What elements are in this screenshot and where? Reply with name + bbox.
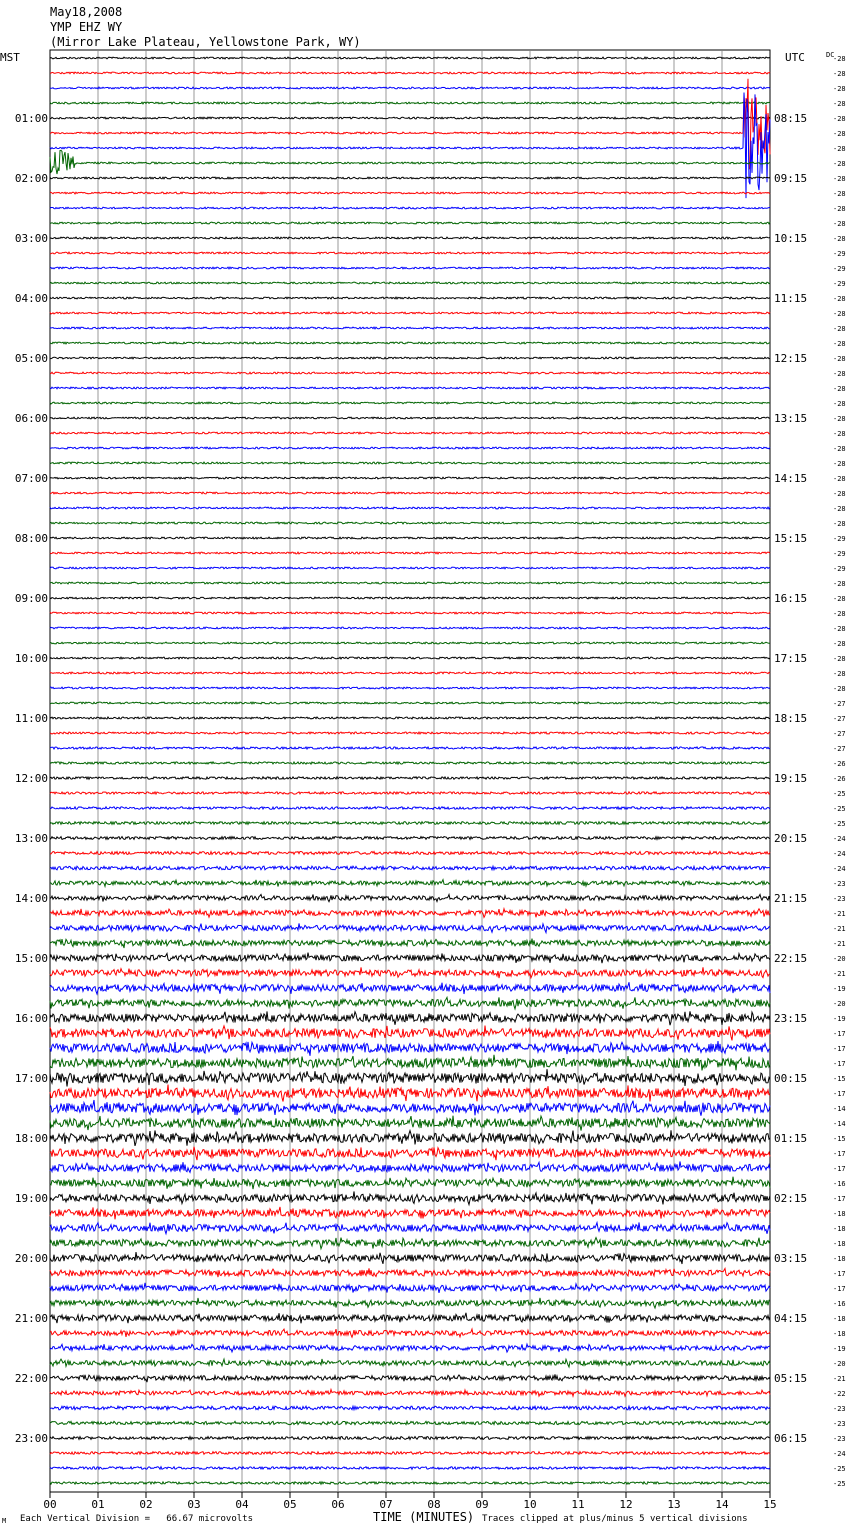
x-tick-label: 08 <box>427 1498 441 1511</box>
grid-lines <box>50 50 770 1498</box>
right-hour-label: 17:15 <box>774 652 808 665</box>
dc-offset-label: -29 <box>833 265 846 273</box>
trace-line <box>50 1161 770 1172</box>
left-hour-label: 18:00 <box>14 1132 48 1145</box>
dc-offset-label: -28 <box>833 625 846 633</box>
trace-line <box>50 432 770 434</box>
left-hour-label: 23:00 <box>14 1432 48 1445</box>
left-hour-label: 21:00 <box>14 1312 48 1325</box>
dc-offset-label: -29 <box>833 550 846 558</box>
seismic-traces <box>50 57 770 1484</box>
trace-line <box>50 1390 770 1397</box>
trace-line <box>50 1252 770 1264</box>
right-hour-label: 16:15 <box>774 592 808 605</box>
trace-line <box>50 822 770 825</box>
right-hour-label: 04:15 <box>774 1312 808 1325</box>
dc-offset-label: -28 <box>833 160 846 168</box>
right-hour-label: 12:15 <box>774 352 808 365</box>
dc-offset-label: -24 <box>833 850 846 858</box>
trace-line <box>50 612 770 614</box>
right-hour-label: 18:15 <box>774 712 808 725</box>
dc-offset-label: -28 <box>833 385 846 393</box>
dc-offset-label: -27 <box>833 730 846 738</box>
trace-line <box>50 1283 770 1293</box>
dc-offset-label: -18 <box>833 1255 846 1263</box>
dc-offset-label: -28 <box>833 235 846 243</box>
trace-line <box>50 717 770 719</box>
right-hour-label: 06:15 <box>774 1432 808 1445</box>
trace-line <box>50 1406 770 1410</box>
trace-line <box>50 1011 770 1025</box>
dc-offset-label: -26 <box>833 760 846 768</box>
trace-line <box>50 57 770 59</box>
dc-offset-label: -29 <box>833 280 846 288</box>
trace-line <box>50 282 770 284</box>
right-axis-title: UTC <box>785 51 805 64</box>
left-hour-label: 15:00 <box>14 952 48 965</box>
dc-offset-label: -28 <box>833 580 846 588</box>
trace-line <box>50 642 770 644</box>
trace-line <box>50 402 770 404</box>
left-hour-label: 01:00 <box>14 112 48 125</box>
right-hour-label: 11:15 <box>774 292 808 305</box>
dc-offset-label: -17 <box>833 1060 846 1068</box>
left-hour-label: 04:00 <box>14 292 48 305</box>
dc-offset-label: -28 <box>833 595 846 603</box>
trace-line <box>50 1482 770 1484</box>
dc-offset-label: -23 <box>833 895 846 903</box>
header-station: YMP EHZ WY <box>50 20 123 34</box>
dc-offset-label: -28 <box>833 445 846 453</box>
right-hour-label: 02:15 <box>774 1192 808 1205</box>
trace-line <box>50 880 770 887</box>
trace-line <box>50 582 770 584</box>
dc-offset-label: -21 <box>833 925 846 933</box>
trace-line <box>50 939 770 948</box>
right-hour-label: 09:15 <box>774 172 808 185</box>
left-axis-title: MST <box>0 51 20 64</box>
trace-line <box>50 1207 770 1219</box>
dc-offset-label: -28 <box>833 295 846 303</box>
right-hour-label: 20:15 <box>774 832 808 845</box>
left-hour-label: 06:00 <box>14 412 48 425</box>
dc-offset-label: -28 <box>833 115 846 123</box>
trace-line <box>50 1298 770 1308</box>
trace-line <box>50 102 770 104</box>
right-hour-label: 22:15 <box>774 952 808 965</box>
trace-line <box>50 909 770 918</box>
dc-offset-label: -28 <box>833 640 846 648</box>
trace-line <box>50 447 770 449</box>
dc-offset-label: -20 <box>833 1360 846 1368</box>
x-tick-label: 06 <box>331 1498 345 1511</box>
trace-line <box>50 852 770 855</box>
dc-offset-label: -29 <box>833 565 846 573</box>
dc-offset-label: -14 <box>833 1105 846 1113</box>
dc-offset-label: -28 <box>833 430 846 438</box>
left-hour-label: 16:00 <box>14 1012 48 1025</box>
trace-line <box>50 372 770 374</box>
trace-line <box>50 1452 770 1455</box>
dc-offset-label: -20 <box>833 1000 846 1008</box>
trace-line <box>50 1026 770 1041</box>
trace-line <box>50 417 770 419</box>
dc-offset-label: -28 <box>833 205 846 213</box>
dc-offset-label: -18 <box>833 1240 846 1248</box>
dc-offset-label: -17 <box>833 1090 846 1098</box>
right-hour-label: 21:15 <box>774 892 808 905</box>
trace-line <box>50 150 770 174</box>
dc-offset-label: -18 <box>833 1330 846 1338</box>
dc-offset-label: -18 <box>833 1210 846 1218</box>
trace-line <box>50 567 770 569</box>
trace-line <box>50 1359 770 1367</box>
x-tick-label: 13 <box>667 1498 681 1511</box>
left-hour-label: 12:00 <box>14 772 48 785</box>
x-axis-label: TIME (MINUTES) <box>373 1510 475 1524</box>
dc-offset-label: -28 <box>833 70 846 78</box>
trace-line <box>50 982 770 994</box>
trace-line <box>50 923 770 932</box>
right-hour-label: 08:15 <box>774 112 808 125</box>
trace-line <box>50 792 770 794</box>
dc-offset-label: -18 <box>833 1315 846 1323</box>
right-hour-label: 23:15 <box>774 1012 808 1025</box>
trace-line <box>50 342 770 344</box>
left-hour-label: 02:00 <box>14 172 48 185</box>
trace-line <box>50 1191 770 1204</box>
dc-offset-label: -23 <box>833 1435 846 1443</box>
left-hour-label: 08:00 <box>14 532 48 545</box>
trace-line <box>50 552 770 554</box>
axis-labels <box>0 51 846 1511</box>
trace-line <box>50 1374 770 1382</box>
trace-line <box>50 117 770 119</box>
dc-offset-label: -15 <box>833 1075 846 1083</box>
dc-offset-label: -17 <box>833 1045 846 1053</box>
trace-line <box>50 1100 770 1116</box>
left-hour-label: 11:00 <box>14 712 48 725</box>
trace-line <box>50 1238 770 1249</box>
dc-offset-label: -17 <box>833 1285 846 1293</box>
trace-line <box>50 807 770 810</box>
dc-offset-label: -29 <box>833 250 846 258</box>
right-hour-label: 10:15 <box>774 232 808 245</box>
dc-offset-label: -28 <box>833 520 846 528</box>
trace-line <box>50 192 770 194</box>
footer-clip-note: Traces clipped at plus/minus 5 vertical divisions <box>482 1514 748 1524</box>
x-tick-label: 01 <box>91 1498 105 1511</box>
trace-line <box>50 672 770 674</box>
right-hour-label: 14:15 <box>774 472 808 485</box>
trace-line <box>50 1055 770 1071</box>
dc-offset-label: -14 <box>833 1120 846 1128</box>
dc-label: DC <box>826 51 835 59</box>
dc-offset-label: -28 <box>833 85 846 93</box>
dc-offset-label: -18 <box>833 1225 846 1233</box>
trace-line <box>50 462 770 464</box>
dc-offset-label: -28 <box>833 220 846 228</box>
left-hour-label: 17:00 <box>14 1072 48 1085</box>
x-tick-label: 11 <box>571 1498 585 1511</box>
left-hour-label: 07:00 <box>14 472 48 485</box>
trace-line <box>50 297 770 299</box>
header-location: (Mirror Lake Plateau, Yellowstone Park, WY) <box>50 35 361 49</box>
dc-offset-label: -25 <box>833 1480 846 1488</box>
dc-offset-label: -27 <box>833 700 846 708</box>
x-tick-label: 05 <box>283 1498 297 1511</box>
trace-line <box>50 866 770 870</box>
x-tick-label: 04 <box>235 1498 249 1511</box>
trace-line <box>50 237 770 239</box>
left-hour-label: 22:00 <box>14 1372 48 1385</box>
trace-line <box>50 837 770 840</box>
trace-line <box>50 1421 770 1424</box>
trace-line <box>50 387 770 389</box>
dc-offset-label: -28 <box>833 325 846 333</box>
trace-line <box>50 207 770 209</box>
dc-offset-label: -29 <box>833 535 846 543</box>
dc-offset-label: -28 <box>833 490 846 498</box>
trace-line <box>50 997 770 1009</box>
trace-line <box>50 1437 770 1440</box>
trace-line <box>50 357 770 359</box>
dc-offset-label: -28 <box>833 370 846 378</box>
trace-line <box>50 1085 770 1102</box>
x-tick-label: 00 <box>43 1498 57 1511</box>
trace-line <box>50 762 770 764</box>
trace-line <box>50 312 770 314</box>
dc-offset-label: -17 <box>833 1165 846 1173</box>
footer-corner-mark: M <box>2 1517 7 1525</box>
x-tick-label: 15 <box>763 1498 777 1511</box>
dc-offset-label: -28 <box>833 505 846 513</box>
left-hour-label: 19:00 <box>14 1192 48 1205</box>
dc-offset-label: -25 <box>833 805 846 813</box>
trace-line <box>50 597 770 599</box>
left-hour-label: 03:00 <box>14 232 48 245</box>
right-hour-label: 15:15 <box>774 532 808 545</box>
dc-offset-label: -24 <box>833 865 846 873</box>
left-hour-label: 20:00 <box>14 1252 48 1265</box>
dc-offset-label: -26 <box>833 775 846 783</box>
dc-offset-label: -21 <box>833 910 846 918</box>
dc-offset-label: -23 <box>833 1405 846 1413</box>
trace-line <box>50 222 770 224</box>
dc-offset-label: -25 <box>833 820 846 828</box>
dc-offset-label: -25 <box>833 1465 846 1473</box>
right-hour-label: 13:15 <box>774 412 808 425</box>
trace-line <box>50 777 770 779</box>
trace-line <box>50 702 770 704</box>
trace-line <box>50 537 770 539</box>
dc-offset-label: -24 <box>833 1450 846 1458</box>
dc-offset-label: -16 <box>833 1300 846 1308</box>
left-hour-label: 09:00 <box>14 592 48 605</box>
trace-line <box>50 1116 770 1131</box>
dc-offset-label: -21 <box>833 1375 846 1383</box>
dc-offset-label: -19 <box>833 1015 846 1023</box>
right-hour-label: 19:15 <box>774 772 808 785</box>
plot-frame <box>50 50 770 1492</box>
dc-offset-label: -23 <box>833 880 846 888</box>
dc-offset-label: -25 <box>833 790 846 798</box>
trace-line <box>50 1268 770 1277</box>
dc-offset-label: -27 <box>833 715 846 723</box>
x-tick-label: 02 <box>139 1498 153 1511</box>
left-hour-label: 14:00 <box>14 892 48 905</box>
header-date: May18,2008 <box>50 5 123 19</box>
dc-offset-label: -28 <box>833 55 846 63</box>
dc-offset-label: -28 <box>833 340 846 348</box>
trace-line <box>50 1069 770 1086</box>
right-hour-label: 01:15 <box>774 1132 808 1145</box>
trace-line <box>50 687 770 689</box>
trace-line <box>50 895 770 902</box>
x-tick-label: 14 <box>715 1498 729 1511</box>
trace-line <box>50 1467 770 1470</box>
dc-offset-label: -23 <box>833 1420 846 1428</box>
trace-line <box>50 967 770 978</box>
dc-offset-label: -17 <box>833 1030 846 1038</box>
dc-offset-label: -16 <box>833 1180 846 1188</box>
dc-offset-label: -17 <box>833 1150 846 1158</box>
dc-offset-label: -28 <box>833 685 846 693</box>
trace-line <box>50 1041 770 1056</box>
dc-offset-label: -22 <box>833 1390 846 1398</box>
dc-offset-label: -28 <box>833 400 846 408</box>
trace-line <box>50 747 770 749</box>
trace-line <box>50 177 770 179</box>
dc-offset-label: -28 <box>833 145 846 153</box>
dc-offset-label: -27 <box>833 745 846 753</box>
dc-offset-label: -28 <box>833 610 846 618</box>
x-tick-label: 07 <box>379 1498 393 1511</box>
dc-offset-label: -28 <box>833 130 846 138</box>
dc-offset-label: -28 <box>833 460 846 468</box>
trace-line <box>50 507 770 509</box>
x-tick-label: 03 <box>187 1498 201 1511</box>
trace-line <box>50 1222 770 1233</box>
dc-offset-label: -28 <box>833 655 846 663</box>
dc-offset-label: -24 <box>833 835 846 843</box>
trace-line <box>50 79 770 169</box>
dc-offset-label: -28 <box>833 190 846 198</box>
trace-line <box>50 477 770 479</box>
trace-line <box>50 953 770 964</box>
left-hour-label: 10:00 <box>14 652 48 665</box>
trace-line <box>50 327 770 329</box>
trace-line <box>50 1329 770 1337</box>
footer-scale-note: Each Vertical Division = 66.67 microvolts <box>20 1514 253 1524</box>
trace-line <box>50 627 770 629</box>
right-hour-label: 05:15 <box>774 1372 808 1385</box>
left-hour-label: 13:00 <box>14 832 48 845</box>
trace-line <box>50 1177 770 1189</box>
trace-line <box>50 522 770 524</box>
dc-offset-label: -28 <box>833 100 846 108</box>
x-tick-label: 10 <box>523 1498 537 1511</box>
right-hour-label: 03:15 <box>774 1252 808 1265</box>
dc-offset-label: -21 <box>833 970 846 978</box>
x-tick-label: 09 <box>475 1498 489 1511</box>
dc-offset-label: -20 <box>833 955 846 963</box>
dc-offset-label: -28 <box>833 475 846 483</box>
dc-offset-label: -28 <box>833 175 846 183</box>
dc-offset-label: -28 <box>833 310 846 318</box>
left-hour-label: 05:00 <box>14 352 48 365</box>
dc-offset-label: -28 <box>833 415 846 423</box>
trace-line <box>50 252 770 254</box>
dc-offset-label: -28 <box>833 670 846 678</box>
trace-line <box>50 657 770 659</box>
x-tick-label: 12 <box>619 1498 633 1511</box>
trace-line <box>50 1344 770 1352</box>
dc-offset-label: -17 <box>833 1195 846 1203</box>
trace-line <box>50 1313 770 1324</box>
trace-line <box>50 72 770 74</box>
trace-line <box>50 1130 770 1146</box>
trace-line <box>50 732 770 734</box>
trace-line <box>50 267 770 269</box>
trace-line <box>50 492 770 494</box>
dc-offset-label: -28 <box>833 355 846 363</box>
dc-offset-label: -21 <box>833 940 846 948</box>
right-hour-label: 00:15 <box>774 1072 808 1085</box>
dc-offset-label: -19 <box>833 1345 846 1353</box>
dc-offset-label: -17 <box>833 1270 846 1278</box>
trace-line <box>50 87 770 89</box>
trace-line <box>50 1147 770 1161</box>
dc-offset-label: -19 <box>833 985 846 993</box>
trace-line <box>50 93 770 199</box>
dc-offset-label: -15 <box>833 1135 846 1143</box>
